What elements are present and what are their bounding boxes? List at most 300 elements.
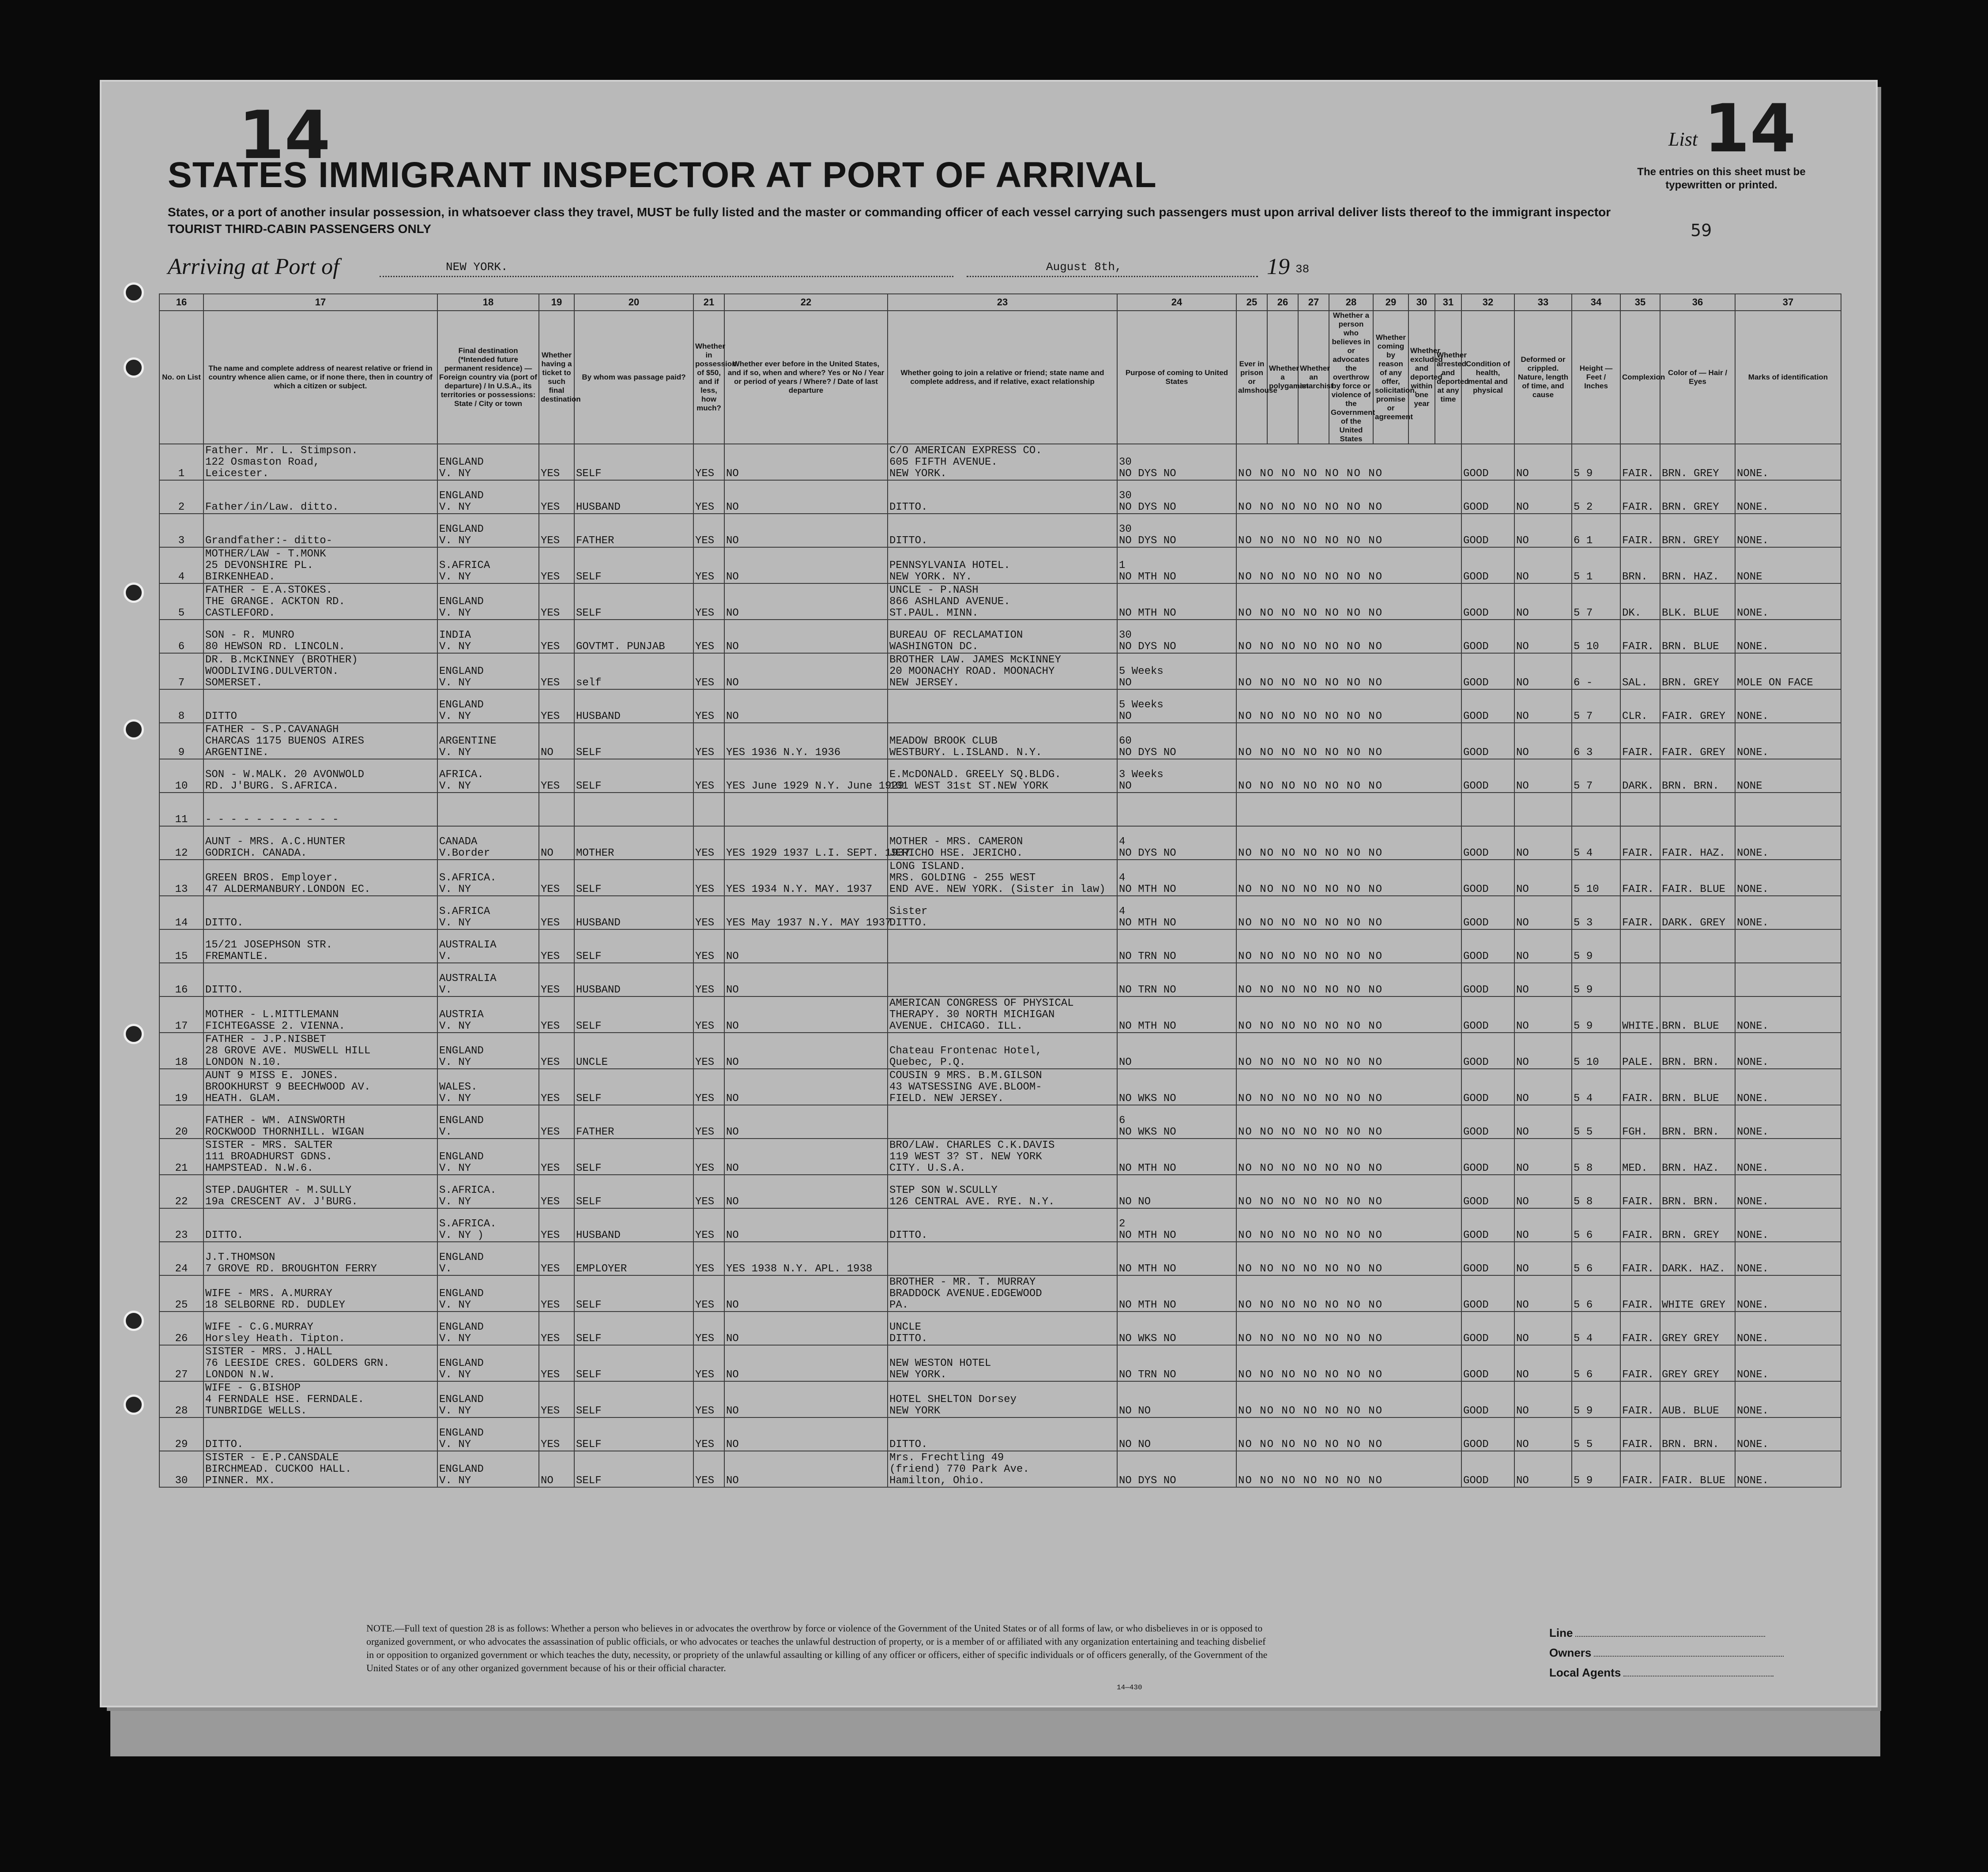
complexion xyxy=(1620,929,1660,963)
footer-agents xyxy=(1549,1666,1773,1680)
before-in-us: NO xyxy=(724,963,888,996)
passage-paid-by xyxy=(574,793,693,826)
height-inches: 4 xyxy=(1586,1093,1593,1105)
line: DITTO. xyxy=(205,1439,244,1451)
passage-paid-by: SELF xyxy=(574,444,693,480)
final-destination xyxy=(437,1175,539,1208)
line: NO NO xyxy=(1119,1439,1151,1451)
money: YES xyxy=(693,1275,724,1312)
line: Horsley Heath. Tipton. xyxy=(205,1333,345,1345)
eye-color: BLUE xyxy=(1700,883,1726,895)
class-line: TOURIST THIRD-CABIN PASSENGERS ONLY xyxy=(168,222,431,236)
ticket: NO xyxy=(539,723,574,759)
line: LONDON N.W. xyxy=(205,1369,275,1381)
money: YES xyxy=(693,1033,724,1069)
joining xyxy=(888,653,1117,689)
line: NEW YORK. NY. xyxy=(889,571,972,583)
line: DITTO. xyxy=(889,1333,928,1345)
line: 43 WATSESSING AVE.BLOOM- xyxy=(889,1081,1042,1093)
hair-eye-color xyxy=(1660,1381,1735,1417)
height-feet: 5 xyxy=(1574,468,1580,480)
line: INDIA xyxy=(439,629,471,641)
passage-paid-by: self xyxy=(574,653,693,689)
height xyxy=(1572,1208,1620,1242)
complexion: WHITE. xyxy=(1620,996,1660,1033)
col-header-21: Whether in possession of $50, and if less, how much? xyxy=(693,311,724,444)
height-inches: 4 xyxy=(1586,1333,1593,1345)
ticket: YES xyxy=(539,689,574,723)
relative-address xyxy=(203,653,437,689)
flags: NO NO NO NO NO NO NO xyxy=(1236,480,1461,514)
flags: NO NO NO NO NO NO NO xyxy=(1236,689,1461,723)
col-number: 25 xyxy=(1236,294,1267,311)
complexion: FAIR. xyxy=(1620,514,1660,547)
line: V. NY xyxy=(439,501,471,513)
col-number: 29 xyxy=(1373,294,1408,311)
final-destination xyxy=(437,480,539,514)
before-in-us: NO xyxy=(724,1175,888,1208)
height xyxy=(1572,826,1620,860)
line: FATHER - J.P.NISBET xyxy=(205,1034,326,1045)
table-row xyxy=(159,793,1841,826)
eye-color: BLUE xyxy=(1694,607,1719,619)
line: NO DYS NO xyxy=(1119,501,1176,513)
line: SOMERSET. xyxy=(205,677,263,689)
ticket: YES xyxy=(539,996,574,1033)
col-number: 33 xyxy=(1514,294,1572,311)
line: Sister xyxy=(889,906,928,917)
height-feet: 5 xyxy=(1574,1369,1580,1381)
ticket: YES xyxy=(539,896,574,929)
eye-color: GREY xyxy=(1694,468,1719,480)
relative-address xyxy=(203,620,437,653)
complexion: FAIR. xyxy=(1620,1208,1660,1242)
hair-eye-color xyxy=(1660,444,1735,480)
hair-color: AUB. xyxy=(1662,1405,1687,1417)
final-destination xyxy=(437,860,539,896)
identification-marks xyxy=(1735,929,1841,963)
line: V. NY xyxy=(439,747,471,759)
col-header-29: Whether coming by reason of any offer, solicitation, promise or agreement xyxy=(1373,311,1408,444)
line: TUNBRIDGE WELLS. xyxy=(205,1405,307,1417)
line: MEADOW BROOK CLUB xyxy=(889,735,998,747)
line: V. xyxy=(439,951,452,962)
line: AMERICAN CONGRESS OF PHYSICAL xyxy=(889,997,1074,1009)
height-feet: 5 xyxy=(1574,1162,1580,1174)
agents-rule xyxy=(1623,1676,1773,1677)
line: DITTO. xyxy=(205,984,244,996)
health: GOOD xyxy=(1461,689,1514,723)
hair-eye-color xyxy=(1660,1175,1735,1208)
row-number: 29 xyxy=(159,1417,203,1451)
identification-marks: NONE. xyxy=(1735,444,1841,480)
footnote: NOTE.—Full text of question 28 is as follows: Whether a person who believes in or advocates the overthrow by force or violence of the Government of the United States or of all forms of law, or who disbelieves in or is opposed to organized government, or who advocates the assassination of public officials, or who advocates or teaches the unlawful destruction of property, or is a member of or affiliated with any organization entertaining and teaching disbelief in or opposition to organized government or which teaches the duty, necessity, or propriety of the unlawful assaulting or killing of any officer or officers, either of specific individuals or of officers generally, of the Government of the United States or of any other organized government because of his or their official character. xyxy=(366,1623,1268,1673)
line: NO MTH NO xyxy=(1119,917,1176,929)
identification-marks: NONE. xyxy=(1735,826,1841,860)
height-feet: 5 xyxy=(1574,1056,1580,1068)
eye-color: BLUE xyxy=(1694,1405,1719,1417)
table-row xyxy=(159,860,1841,896)
year-prefix: 19 xyxy=(1267,254,1290,279)
relative-address xyxy=(203,826,437,860)
binding-hole xyxy=(124,1024,144,1044)
col-number: 36 xyxy=(1660,294,1735,311)
passenger-table xyxy=(159,293,1841,1488)
height-inches: 8 xyxy=(1586,1196,1593,1208)
line: 18 SELBORNE RD. DUDLEY xyxy=(205,1299,345,1311)
line: V. NY xyxy=(439,571,471,583)
table-row xyxy=(159,723,1841,759)
money: YES xyxy=(693,620,724,653)
row-number: 17 xyxy=(159,996,203,1033)
height xyxy=(1572,1139,1620,1175)
table-row xyxy=(159,1175,1841,1208)
height xyxy=(1572,480,1620,514)
ticket: YES xyxy=(539,759,574,793)
relative-address xyxy=(203,514,437,547)
table-row xyxy=(159,547,1841,583)
line: 605 FIFTH AVENUE. xyxy=(889,456,998,468)
joining xyxy=(888,1345,1117,1381)
passage-paid-by: HUSBAND xyxy=(574,689,693,723)
joining xyxy=(888,444,1117,480)
hair-eye-color xyxy=(1660,1105,1735,1139)
line: 30 xyxy=(1119,523,1132,535)
money: YES xyxy=(693,1312,724,1345)
flags: NO NO NO NO NO NO NO xyxy=(1236,583,1461,620)
before-in-us: YES 1936 N.Y. 1936 xyxy=(724,723,888,759)
ticket: YES xyxy=(539,1069,574,1105)
line: V. NY xyxy=(439,1056,471,1068)
col-header-25: Ever in prison or almshouse xyxy=(1236,311,1267,444)
passage-paid-by: SELF xyxy=(574,1069,693,1105)
passage-paid-by: SELF xyxy=(574,1345,693,1381)
final-destination xyxy=(437,1381,539,1417)
health: GOOD xyxy=(1461,963,1514,996)
line: 19a CRESCENT AV. J'BURG. xyxy=(205,1196,358,1208)
relative-address xyxy=(203,860,437,896)
identification-marks: NONE. xyxy=(1735,1033,1841,1069)
col-header-36: Color of — Hair / Eyes xyxy=(1660,311,1735,444)
col-header-26: Whether a polygamist xyxy=(1267,311,1298,444)
final-destination xyxy=(437,1208,539,1242)
col-header-18: Final destination (*Intended future permanent residence) — Foreign country via (port of departure) / In U.S.A., its territories or possessions: State / City or town xyxy=(437,311,539,444)
height xyxy=(1572,996,1620,1033)
eye-color: BRN. xyxy=(1694,780,1719,792)
deformed: NO xyxy=(1514,1312,1572,1345)
joining xyxy=(888,896,1117,929)
line: ENGLAND xyxy=(439,1288,484,1300)
flags xyxy=(1236,793,1461,826)
relative-address xyxy=(203,583,437,620)
identification-marks: NONE. xyxy=(1735,514,1841,547)
line: BIRKENHEAD. xyxy=(205,571,275,583)
final-destination xyxy=(437,1451,539,1487)
purpose xyxy=(1117,1451,1236,1487)
purpose xyxy=(1117,723,1236,759)
purpose xyxy=(1117,583,1236,620)
joining xyxy=(888,996,1117,1033)
line: 101 WEST 31st ST.NEW YORK xyxy=(889,780,1049,792)
eye-color: BRN. xyxy=(1694,1196,1719,1208)
relative-address xyxy=(203,723,437,759)
joining xyxy=(888,689,1117,723)
line: 28 GROVE AVE. MUSWELL HILL xyxy=(205,1045,371,1057)
col-number: 23 xyxy=(888,294,1117,311)
complexion: DARK. xyxy=(1620,759,1660,793)
money: YES xyxy=(693,480,724,514)
handwritten-list-number: 14 xyxy=(238,97,331,174)
line: ENGLAND xyxy=(439,1463,484,1475)
table-row xyxy=(159,963,1841,996)
table-row xyxy=(159,896,1841,929)
final-destination xyxy=(437,1417,539,1451)
flags: NO NO NO NO NO NO NO xyxy=(1236,929,1461,963)
joining xyxy=(888,480,1117,514)
identification-marks: MOLE ON FACE xyxy=(1735,653,1841,689)
hair-eye-color xyxy=(1660,583,1735,620)
height-feet: 5 xyxy=(1574,1299,1580,1311)
height-feet: 5 xyxy=(1574,607,1580,619)
complexion xyxy=(1620,793,1660,826)
deformed: NO xyxy=(1514,620,1572,653)
deformed: NO xyxy=(1514,1345,1572,1381)
line: NO DYS NO xyxy=(1119,1475,1176,1487)
col-header-17: The name and complete address of nearest relative or friend in country whence alien came, or if none there, then in country of which a citizen or subject. xyxy=(203,311,437,444)
height xyxy=(1572,1069,1620,1105)
line: MOTHER - MRS. CAMERON xyxy=(889,836,1023,848)
list-label: List xyxy=(1668,128,1698,150)
table-row xyxy=(159,1105,1841,1139)
joining xyxy=(888,1312,1117,1345)
flags: NO NO NO NO NO NO NO xyxy=(1236,1381,1461,1417)
col-header-32: Condition of health, mental and physical xyxy=(1461,311,1514,444)
health: GOOD xyxy=(1461,1175,1514,1208)
hair-color: BRN. xyxy=(1662,468,1687,480)
height-feet: 5 xyxy=(1574,917,1580,929)
row-number: 25 xyxy=(159,1275,203,1312)
line: 7 GROVE RD. BROUGHTON FERRY xyxy=(205,1263,377,1275)
line: NEW JERSEY. xyxy=(889,677,960,689)
ticket: YES xyxy=(539,1105,574,1139)
ticket: YES xyxy=(539,929,574,963)
eye-color: GREY xyxy=(1694,1333,1719,1345)
joining xyxy=(888,1208,1117,1242)
hair-color: GREY xyxy=(1662,1333,1687,1345)
final-destination xyxy=(437,963,539,996)
col-number: 32 xyxy=(1461,294,1514,311)
line: 3 Weeks xyxy=(1119,769,1163,781)
line: GREEN BROS. Employer. xyxy=(205,872,339,884)
flags: NO NO NO NO NO NO NO xyxy=(1236,1105,1461,1139)
line: Mrs. Frechtling 49 xyxy=(889,1452,1004,1464)
line: 122 Osmaston Road, xyxy=(205,456,320,468)
row-number: 1 xyxy=(159,444,203,480)
line: C/O AMERICAN EXPRESS CO. xyxy=(889,445,1042,457)
table-row xyxy=(159,929,1841,963)
joining xyxy=(888,1417,1117,1451)
row-number: 5 xyxy=(159,583,203,620)
line: COUSIN 9 MRS. B.M.GILSON xyxy=(889,1070,1042,1082)
hair-eye-color xyxy=(1660,689,1735,723)
line: AFRICA. xyxy=(439,769,484,781)
line: V. NY xyxy=(439,1020,471,1032)
col-number: 19 xyxy=(539,294,574,311)
deformed: NO xyxy=(1514,929,1572,963)
final-destination xyxy=(437,896,539,929)
height-feet: 5 xyxy=(1574,710,1580,722)
health: GOOD xyxy=(1461,1417,1514,1451)
height-inches: 9 xyxy=(1586,1405,1593,1417)
health: GOOD xyxy=(1461,896,1514,929)
line: NO MTH NO xyxy=(1119,883,1176,895)
money: YES xyxy=(693,653,724,689)
hair-color: FAIR. xyxy=(1662,710,1694,722)
complexion: FAIR. xyxy=(1620,1381,1660,1417)
money: YES xyxy=(693,1208,724,1242)
line: DITTO xyxy=(205,710,237,722)
flags: NO NO NO NO NO NO NO xyxy=(1236,723,1461,759)
before-in-us: NO xyxy=(724,514,888,547)
line: NO DYS NO xyxy=(1119,641,1176,653)
hair-eye-color xyxy=(1660,1033,1735,1069)
hair-eye-color xyxy=(1660,1312,1735,1345)
passage-paid-by: FATHER xyxy=(574,514,693,547)
binding-hole xyxy=(124,583,144,603)
relative-address xyxy=(203,1139,437,1175)
identification-marks: NONE. xyxy=(1735,1105,1841,1139)
identification-marks: NONE. xyxy=(1735,896,1841,929)
deformed: NO xyxy=(1514,480,1572,514)
purpose xyxy=(1117,1275,1236,1312)
before-in-us: NO xyxy=(724,547,888,583)
height xyxy=(1572,929,1620,963)
line: V. NY xyxy=(439,641,471,653)
typewritten-note: The entries on this sheet must be typewritten or printed. xyxy=(1637,166,1806,191)
line: 6 xyxy=(1119,1115,1126,1127)
flags: NO NO NO NO NO NO NO xyxy=(1236,1069,1461,1105)
line: NO xyxy=(1119,710,1132,722)
purpose xyxy=(1117,1208,1236,1242)
row-number: 3 xyxy=(159,514,203,547)
row-number: 18 xyxy=(159,1033,203,1069)
hair-eye-color xyxy=(1660,620,1735,653)
height-feet: 6 xyxy=(1574,677,1580,689)
health: GOOD xyxy=(1461,1139,1514,1175)
line: NO xyxy=(1119,780,1132,792)
joining xyxy=(888,620,1117,653)
line: V. NY xyxy=(439,1196,471,1208)
deformed: NO xyxy=(1514,1275,1572,1312)
ticket: YES xyxy=(539,1275,574,1312)
col-header-23: Whether going to join a relative or friend; state name and complete address, and if relative, exact relationship xyxy=(888,311,1117,444)
line: MRS. GOLDING - 255 WEST xyxy=(889,872,1036,884)
passage-paid-by: EMPLOYER xyxy=(574,1242,693,1275)
line: UNCLE xyxy=(889,1321,922,1333)
health: GOOD xyxy=(1461,929,1514,963)
height xyxy=(1572,689,1620,723)
line: BROOKHURST 9 BEECHWOOD AV. xyxy=(205,1081,371,1093)
line: UNCLE - P.NASH xyxy=(889,584,979,596)
flags: NO NO NO NO NO NO NO xyxy=(1236,1345,1461,1381)
height-feet: 5 xyxy=(1574,883,1580,895)
line: THERAPY. 30 NORTH MICHIGAN xyxy=(889,1009,1055,1021)
eye-color: BRN. xyxy=(1694,1126,1719,1138)
table-row xyxy=(159,1033,1841,1069)
hair-eye-color xyxy=(1660,1208,1735,1242)
line: 4 xyxy=(1119,872,1126,884)
relative-address xyxy=(203,1345,437,1381)
height xyxy=(1572,1312,1620,1345)
hair-color: FAIR. xyxy=(1662,1475,1694,1487)
line: HEATH. GLAM. xyxy=(205,1093,282,1105)
height-inches: 4 xyxy=(1586,847,1593,859)
table-row xyxy=(159,620,1841,653)
line: WOODLIVING.DULVERTON. xyxy=(205,665,339,677)
page-stack-edge xyxy=(110,1703,1880,1756)
line: V. xyxy=(439,1263,452,1275)
complexion: FAIR. xyxy=(1620,1242,1660,1275)
height xyxy=(1572,1381,1620,1417)
money: YES xyxy=(693,1242,724,1275)
identification-marks: NONE. xyxy=(1735,1345,1841,1381)
purpose xyxy=(1117,480,1236,514)
col-header-27: Whether an anarchist xyxy=(1298,311,1329,444)
table-row xyxy=(159,689,1841,723)
row-number: 10 xyxy=(159,759,203,793)
line: V. NY xyxy=(439,468,471,480)
purpose xyxy=(1117,1069,1236,1105)
owners-label: Owners xyxy=(1549,1646,1592,1659)
purpose xyxy=(1117,653,1236,689)
list-number: 14 xyxy=(1704,90,1796,167)
column-header-row xyxy=(159,311,1841,444)
height-feet: 5 xyxy=(1574,1405,1580,1417)
hair-color: BRN. xyxy=(1662,571,1687,583)
row-number: 14 xyxy=(159,896,203,929)
identification-marks: NONE. xyxy=(1735,1242,1841,1275)
relative-address xyxy=(203,1175,437,1208)
hair-color: BRN. xyxy=(1662,641,1687,653)
deformed: NO xyxy=(1514,759,1572,793)
col-number: 37 xyxy=(1735,294,1841,311)
height xyxy=(1572,723,1620,759)
final-destination xyxy=(437,826,539,860)
line: V. NY xyxy=(439,1333,471,1345)
height xyxy=(1572,1451,1620,1487)
purpose xyxy=(1117,1033,1236,1069)
line: ST.PAUL. MINN. xyxy=(889,607,979,619)
before-in-us: YES 1929 1937 L.I. SEPT. 1937 xyxy=(724,826,888,860)
line: FREMANTLE. xyxy=(205,951,269,962)
complexion xyxy=(1620,963,1660,996)
line: 30 xyxy=(1119,456,1132,468)
line: NO MTH NO xyxy=(1119,1229,1176,1241)
binding-hole xyxy=(124,719,144,740)
row-number: 21 xyxy=(159,1139,203,1175)
hair-color: BRN. xyxy=(1662,1093,1687,1105)
final-destination xyxy=(437,1105,539,1139)
line: ENGLAND xyxy=(439,1427,484,1439)
row-number: 24 xyxy=(159,1242,203,1275)
line: FICHTEGASSE 2. VIENNA. xyxy=(205,1020,345,1032)
before-in-us: YES 1934 N.Y. MAY. 1937 xyxy=(724,860,888,896)
height xyxy=(1572,547,1620,583)
table-row xyxy=(159,826,1841,860)
before-in-us: NO xyxy=(724,1451,888,1487)
flags: NO NO NO NO NO NO NO xyxy=(1236,1033,1461,1069)
joining xyxy=(888,963,1117,996)
